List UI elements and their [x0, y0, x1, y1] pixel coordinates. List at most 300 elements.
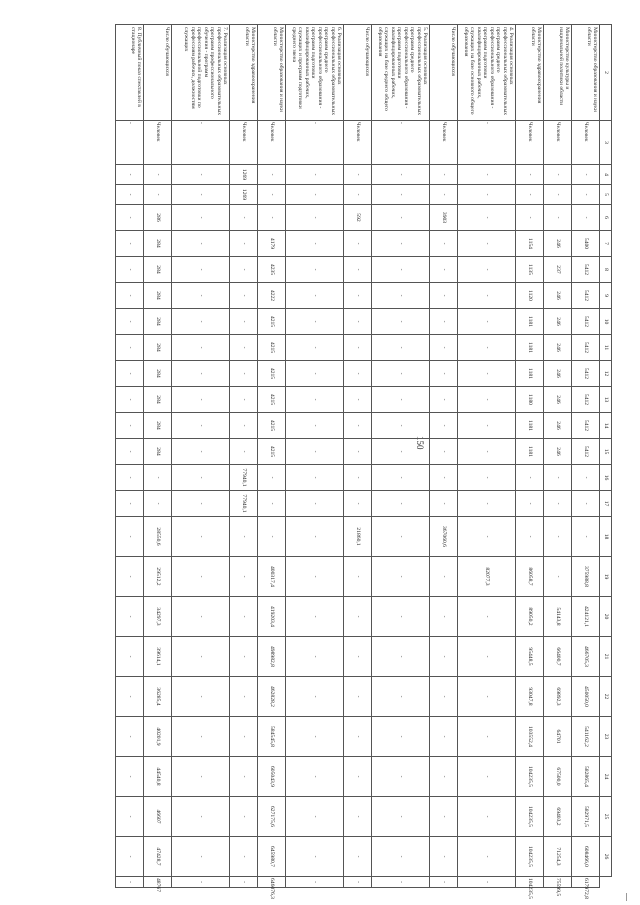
value-cell: - [430, 361, 458, 387]
unit-cell: - [458, 121, 516, 165]
value-cell: - [344, 309, 372, 335]
value-cell: - [344, 637, 372, 677]
value-cell: - [116, 465, 144, 491]
value-cell: - [430, 677, 458, 717]
header-cell: 4 [600, 165, 612, 185]
value-cell: - [116, 257, 144, 283]
value-cell: 67500,0 [544, 757, 572, 797]
value-cell: 246 [544, 413, 572, 439]
value-cell: - [430, 257, 458, 283]
value-cell: - [230, 837, 258, 877]
value-cell: 1120 [516, 283, 544, 309]
value-cell: 5412 [572, 439, 600, 465]
value-cell: - [172, 677, 230, 717]
value-cell: 1181 [516, 309, 544, 335]
value-cell: - [458, 517, 516, 557]
row-label: Министерство образования и науки области [572, 25, 600, 121]
value-cell: - [116, 309, 144, 335]
value-cell: - [344, 557, 372, 597]
value-cell: 246 [544, 361, 572, 387]
value-cell: 71254,3 [544, 837, 572, 877]
header-cell: 2 [600, 25, 612, 121]
value-cell: - [230, 413, 258, 439]
value-cell: - [172, 165, 230, 185]
value-cell: - [172, 361, 230, 387]
value-cell: - [372, 335, 430, 361]
value-cell: - [172, 257, 230, 283]
value-cell: 605043,9 [258, 757, 286, 797]
value-cell: 645980,7 [258, 837, 286, 877]
value-cell: - [458, 439, 516, 465]
value-cell: 82077,3 [458, 557, 516, 597]
row-label: Число обучающихся [144, 25, 172, 121]
value-cell: 246 [544, 335, 572, 361]
value-cell: - [344, 717, 372, 757]
value-cell: 40201,9 [144, 717, 172, 757]
value-cell: 1269 [230, 165, 258, 185]
value-cell: - [286, 677, 344, 717]
value-cell: 4179 [258, 231, 286, 257]
header-cell: 6 [600, 205, 612, 231]
header-cell: 24 [600, 757, 612, 797]
value-cell: 39614,1 [144, 637, 172, 677]
value-cell: - [286, 335, 344, 361]
value-cell: - [286, 205, 344, 231]
value-cell: 3903 [430, 205, 458, 231]
value-cell: - [172, 185, 230, 205]
value-cell: - [344, 597, 372, 637]
value-cell: 36285,4 [144, 677, 172, 717]
value-cell: - [172, 877, 230, 888]
value-cell: - [372, 797, 430, 837]
value-cell: 77940,1 [230, 465, 258, 491]
value-cell: - [572, 205, 600, 231]
value-cell: - [372, 717, 430, 757]
header-cell: 16 [600, 465, 612, 491]
value-cell: - [458, 597, 516, 637]
value-cell: 1154 [516, 231, 544, 257]
value-cell: 5412 [572, 413, 600, 439]
value-cell: - [230, 797, 258, 837]
value-cell: - [372, 185, 430, 205]
header-cell: 10 [600, 309, 612, 335]
value-cell: - [544, 165, 572, 185]
value-cell: - [430, 797, 458, 837]
value-cell: - [286, 465, 344, 491]
value-cell: 4215 [258, 439, 286, 465]
row-label: Министерство здравоохранения области [516, 25, 544, 121]
value-cell: - [372, 361, 430, 387]
value-cell: 4215 [258, 361, 286, 387]
value-cell: - [430, 837, 458, 877]
value-cell: - [372, 231, 430, 257]
value-cell: - [516, 205, 544, 231]
table-row [572, 25, 600, 888]
value-cell: - [572, 517, 600, 557]
value-cell: - [116, 205, 144, 231]
value-cell: 47428,7 [144, 837, 172, 877]
value-cell: 541162,2 [572, 717, 600, 757]
value-cell: - [230, 757, 258, 797]
value-cell: - [230, 283, 258, 309]
value-cell: - [116, 637, 144, 677]
value-cell: - [116, 283, 144, 309]
value-cell: 367060,6 [430, 517, 458, 557]
value-cell: 246 [544, 309, 572, 335]
value-cell: - [116, 231, 144, 257]
value-cell: 48767 [144, 877, 172, 888]
table-row [430, 25, 458, 888]
value-cell: 419203,4 [258, 597, 286, 637]
value-cell: - [116, 387, 144, 413]
value-cell: - [286, 361, 344, 387]
value-cell: 4215 [258, 387, 286, 413]
value-cell: - [344, 231, 372, 257]
value-cell: - [430, 877, 458, 888]
value-cell: - [372, 517, 430, 557]
value-cell: - [372, 309, 430, 335]
value-cell: - [172, 837, 230, 877]
value-cell: - [116, 557, 144, 597]
header-cell: 3 [600, 121, 612, 165]
table-row [172, 25, 230, 888]
value-cell: - [430, 757, 458, 797]
value-cell: - [344, 877, 372, 888]
value-cell: 498982,8 [258, 637, 286, 677]
value-cell: - [144, 185, 172, 205]
table-row [544, 25, 572, 888]
value-cell: 5412 [572, 309, 600, 335]
value-cell: 64701 [544, 717, 572, 757]
table-row [372, 25, 430, 888]
value-cell: 246 [544, 231, 572, 257]
value-cell: - [172, 413, 230, 439]
value-cell: - [430, 185, 458, 205]
value-cell: - [458, 309, 516, 335]
value-cell: - [286, 387, 344, 413]
value-cell: - [458, 257, 516, 283]
row-label: Министерство образования и науки области [258, 25, 286, 121]
value-cell: - [116, 361, 144, 387]
value-cell: - [372, 205, 430, 231]
value-cell: - [258, 165, 286, 185]
value-cell: 400317,4 [258, 557, 286, 597]
row-label: Министерство здравоохранения области [230, 25, 258, 121]
value-cell: - [230, 597, 258, 637]
value-cell: - [230, 637, 258, 677]
value-cell: - [230, 877, 258, 888]
value-cell: 237 [544, 257, 572, 283]
value-cell: - [544, 557, 572, 597]
value-cell: 46607 [144, 797, 172, 837]
value-cell: 66400,7 [544, 637, 572, 677]
value-cell: - [286, 413, 344, 439]
value-cell: - [544, 491, 572, 517]
table-row [286, 25, 344, 888]
value-cell: - [286, 597, 344, 637]
value-cell: - [230, 439, 258, 465]
value-cell: 5400 [572, 231, 600, 257]
value-cell: - [516, 465, 544, 491]
value-cell: - [116, 677, 144, 717]
header-cell: 7 [600, 231, 612, 257]
value-cell: - [430, 491, 458, 517]
value-cell: - [286, 231, 344, 257]
value-cell: - [172, 757, 230, 797]
value-cell: 246 [544, 387, 572, 413]
value-cell: 104235,5 [516, 757, 544, 797]
value-cell: - [344, 283, 372, 309]
value-cell: 28550,6 [144, 517, 172, 557]
value-cell: 104235,5 [516, 837, 544, 877]
value-cell: - [430, 335, 458, 361]
value-cell: 592 [344, 205, 372, 231]
value-cell: 44540,8 [144, 757, 172, 797]
value-cell: 284 [144, 231, 172, 257]
value-cell: 582971,5 [572, 797, 600, 837]
value-cell: 284 [144, 335, 172, 361]
value-cell: 584545,8 [258, 717, 286, 757]
value-cell: - [116, 439, 144, 465]
value-cell: 284 [144, 387, 172, 413]
value-cell: - [286, 439, 344, 465]
value-cell: - [458, 757, 516, 797]
value-cell: - [172, 387, 230, 413]
unit-cell: - [172, 121, 230, 165]
value-cell: 4222 [258, 283, 286, 309]
value-cell: - [458, 165, 516, 185]
value-cell: - [458, 205, 516, 231]
header-cell: 11 [600, 335, 612, 361]
value-cell: - [344, 837, 372, 877]
value-cell: - [230, 557, 258, 597]
value-cell: - [430, 413, 458, 439]
value-cell: 1180 [516, 387, 544, 413]
table-row [258, 25, 286, 888]
value-cell: - [116, 717, 144, 757]
value-cell: 89050,2 [516, 597, 544, 637]
header-cell: 26 [600, 837, 612, 877]
value-cell: - [430, 557, 458, 597]
value-cell: 5412 [572, 283, 600, 309]
value-cell: 284 [144, 439, 172, 465]
value-cell: - [372, 837, 430, 877]
value-cell: - [430, 309, 458, 335]
value-cell: - [286, 797, 344, 837]
value-cell: - [344, 677, 372, 717]
value-cell: 5412 [572, 361, 600, 387]
value-cell: 1181 [516, 439, 544, 465]
table-header-row [600, 25, 612, 888]
value-cell: - [430, 637, 458, 677]
unit-cell: Человек [258, 121, 286, 165]
value-cell: - [172, 205, 230, 231]
value-cell: 104235,5 [516, 797, 544, 837]
value-cell: 75599,5 [544, 877, 572, 888]
value-cell: - [116, 491, 144, 517]
value-cell: 93047,8 [516, 677, 544, 717]
value-cell: - [172, 231, 230, 257]
value-cell: 5412 [572, 257, 600, 283]
header-cell: 21 [600, 637, 612, 677]
value-cell: - [372, 165, 430, 185]
row-label: 7. Реализация основных профессиональных образовательных программ профессионального обучения - программ профессиональной подготовки по профессиям рабочих, должностям служащих [172, 25, 230, 121]
value-cell: - [172, 335, 230, 361]
value-cell: - [430, 387, 458, 413]
unit-cell: Человек [430, 121, 458, 165]
value-cell: 4215 [258, 413, 286, 439]
value-cell: 34297,3 [144, 597, 172, 637]
row-label: 8. Публичный показ спектаклей в стационаре [116, 25, 144, 121]
value-cell: - [372, 387, 430, 413]
value-cell: - [372, 491, 430, 517]
value-cell: - [458, 837, 516, 877]
rotated-table-container [90, 24, 612, 899]
value-cell: 450050,0 [572, 677, 600, 717]
row-label: 6. Реализация основных профессиональных образовательных программ среднего профессионального образования - программ подготовки квалифицированных рабочих, служащих и программ подготовки среднего звена [286, 25, 344, 121]
value-cell: - [516, 185, 544, 205]
value-cell: 29512,2 [144, 557, 172, 597]
value-cell: - [430, 439, 458, 465]
value-cell: 21860,1 [344, 517, 372, 557]
value-cell: 462828,2 [258, 677, 286, 717]
scan-edge-mark [626, 893, 632, 901]
table-row [516, 25, 544, 888]
value-cell: - [544, 185, 572, 205]
table-row [230, 25, 258, 888]
value-cell: 1181 [516, 335, 544, 361]
value-cell: - [458, 797, 516, 837]
unit-cell: Человек [544, 121, 572, 165]
value-cell: - [286, 283, 344, 309]
value-cell: - [458, 185, 516, 205]
value-cell: - [344, 361, 372, 387]
value-cell: - [230, 717, 258, 757]
value-cell: - [258, 491, 286, 517]
value-cell: - [286, 517, 344, 557]
value-cell: - [516, 517, 544, 557]
value-cell: - [258, 185, 286, 205]
value-cell: - [372, 637, 430, 677]
value-cell: 608466,0 [572, 837, 600, 877]
value-cell: - [372, 283, 430, 309]
value-cell: - [430, 231, 458, 257]
value-cell: - [116, 797, 144, 837]
value-cell: - [544, 517, 572, 557]
unit-cell: - [286, 121, 344, 165]
header-cell: 22 [600, 677, 612, 717]
value-cell: - [372, 757, 430, 797]
value-cell: - [458, 677, 516, 717]
value-cell: - [344, 439, 372, 465]
value-cell: 69892,3 [544, 677, 572, 717]
value-cell: - [372, 597, 430, 637]
unit-cell: Человек [572, 121, 600, 165]
table-row [344, 25, 372, 888]
value-cell: 284 [144, 309, 172, 335]
value-cell: - [116, 877, 144, 888]
unit-cell: Человек [344, 121, 372, 165]
value-cell: - [144, 465, 172, 491]
value-cell: - [458, 413, 516, 439]
unit-cell: Человек [516, 121, 544, 165]
value-cell: - [286, 837, 344, 877]
value-cell: - [286, 877, 344, 888]
row-label: Министерство культуры и национальной политики области [544, 25, 572, 121]
page-number: 150 [415, 436, 425, 450]
value-cell: - [458, 361, 516, 387]
value-cell: - [344, 257, 372, 283]
header-cell: 9 [600, 283, 612, 309]
value-cell: - [286, 757, 344, 797]
value-cell: - [172, 439, 230, 465]
value-cell: - [430, 597, 458, 637]
value-cell: - [172, 597, 230, 637]
value-cell: - [258, 517, 286, 557]
value-cell: - [116, 597, 144, 637]
value-cell: - [116, 185, 144, 205]
value-cell: 617972,8 [572, 877, 600, 888]
value-cell: - [286, 309, 344, 335]
value-cell: - [344, 465, 372, 491]
row-label: Число обучающихся [344, 25, 372, 121]
value-cell: 246 [544, 283, 572, 309]
value-cell: - [458, 465, 516, 491]
value-cell: - [286, 717, 344, 757]
value-cell: - [116, 837, 144, 877]
value-cell: - [458, 231, 516, 257]
unit-cell: - [372, 121, 430, 165]
value-cell: - [430, 465, 458, 491]
row-label: 5. Реализация основных профессиональных образовательных программ среднего профессионального образования - программ подготовки квалифицированных рабочих, служащих на базе среднего общего образования [372, 25, 430, 121]
value-cell: - [344, 757, 372, 797]
header-cell: 18 [600, 517, 612, 557]
row-label: 4. Реализация основных профессиональных образовательных программ среднего профессионального образования - программ подготовки квалифицированных рабочих, служащих на базе основного общего образования [458, 25, 516, 121]
value-cell: 4215 [258, 309, 286, 335]
value-cell: 77940,1 [230, 491, 258, 517]
value-cell: - [116, 165, 144, 185]
value-cell: - [172, 309, 230, 335]
value-cell: 582865,4 [572, 757, 600, 797]
value-cell: - [116, 517, 144, 557]
value-cell: - [344, 491, 372, 517]
value-cell: 1181 [516, 413, 544, 439]
value-cell: - [516, 491, 544, 517]
value-cell: - [344, 165, 372, 185]
value-cell: - [544, 465, 572, 491]
value-cell: - [286, 165, 344, 185]
value-cell: - [230, 387, 258, 413]
value-cell: 375988,8 [572, 557, 600, 597]
value-cell: - [458, 717, 516, 757]
value-cell: - [458, 387, 516, 413]
value-cell: - [116, 413, 144, 439]
value-cell: - [286, 637, 344, 677]
table-row [144, 25, 172, 888]
value-cell: - [458, 283, 516, 309]
value-cell: - [172, 491, 230, 517]
value-cell: 4235 [258, 257, 286, 283]
value-cell: - [172, 717, 230, 757]
value-cell: - [172, 797, 230, 837]
value-cell: - [372, 557, 430, 597]
unit-cell: Человек [144, 121, 172, 165]
value-cell: - [230, 205, 258, 231]
value-cell: - [344, 797, 372, 837]
value-cell: 103552,4 [516, 717, 544, 757]
value-cell: - [230, 309, 258, 335]
value-cell: - [458, 335, 516, 361]
